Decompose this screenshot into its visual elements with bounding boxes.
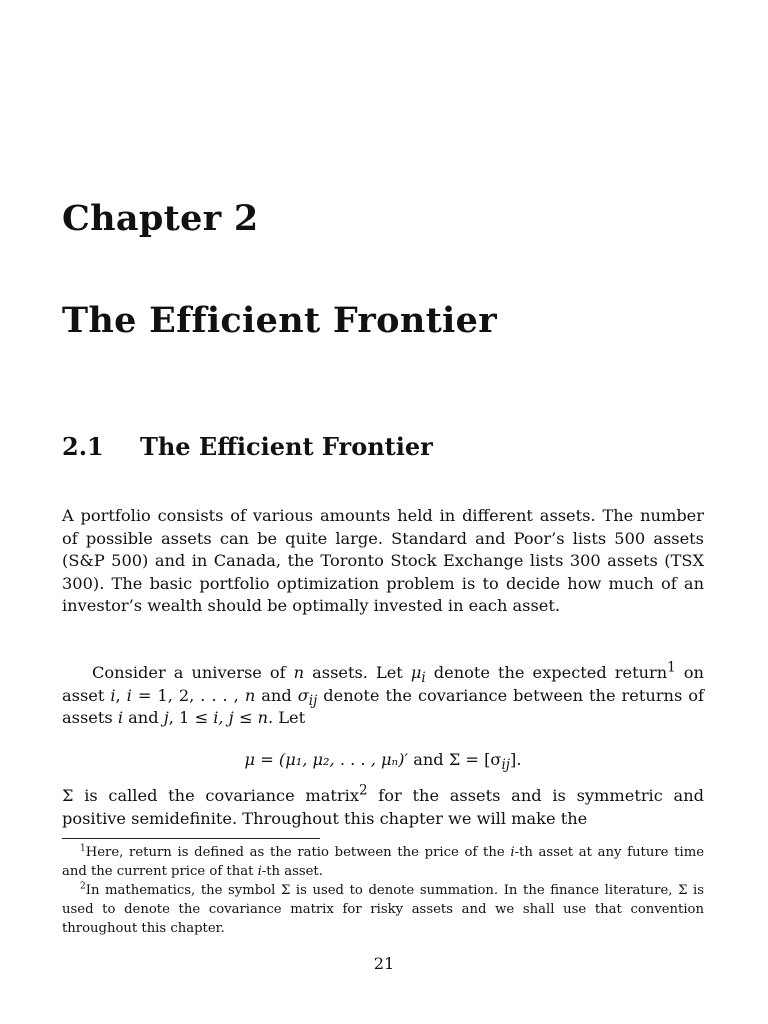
footnote-1 — [62, 843, 704, 881]
math-var: n — [244, 685, 256, 705]
footnote-ref-2[interactable]: 2 — [358, 782, 368, 799]
text-run: -th asset at any future time and the current price of that — [62, 845, 705, 879]
math-expression: (μ₁, μ₂, . . . , μₙ)′ — [278, 750, 409, 769]
math-var: i — [126, 685, 132, 705]
text-run: on asset — [62, 663, 704, 705]
text-run: = 1, 2, . . . , — [131, 685, 245, 705]
footnote-mark: 2 — [80, 881, 86, 892]
text-run: and — [408, 750, 449, 769]
math-var: σ — [297, 685, 309, 705]
math-var: n — [257, 708, 269, 727]
equation-mu-sigma — [62, 750, 704, 774]
math-var: i, j — [213, 708, 234, 727]
text-run: -th asset. — [261, 864, 323, 879]
text-run: assets. Let — [304, 663, 411, 682]
text-run: for the assets and is symmetric and positive semidefinite. Throughout this chapter we will make the — [62, 786, 704, 828]
section-heading — [62, 432, 433, 461]
math-var: μ — [410, 663, 422, 682]
text-run: and — [123, 708, 164, 727]
page-number: 21 — [373, 954, 395, 973]
math-subscript: ij — [501, 757, 510, 774]
text-run: In mathematics, the symbol Σ is used to denote summation. In the finance literature, Σ is used to denote the covariance matrix for risky assets and we shall use that convention throughout this chapter. — [62, 883, 704, 936]
paragraph-covariance — [62, 782, 704, 830]
footnote-2 — [62, 881, 704, 938]
math-subscript: i — [421, 670, 426, 687]
math-var: i — [117, 708, 123, 727]
math-expression: Σ = [σ — [448, 750, 502, 769]
footnote-divider — [62, 838, 320, 839]
text-run: ]. — [510, 750, 522, 769]
math-var: j — [163, 708, 169, 727]
text-run: , — [115, 685, 127, 705]
math-var: n — [293, 663, 305, 682]
text-run: denote the covariance between the returns of assets — [62, 685, 705, 727]
footnote-ref-1[interactable]: 1 — [667, 659, 676, 676]
text-run: , 1 ≤ — [168, 708, 214, 727]
text-run: Consider a universe of — [92, 663, 294, 682]
footnotes — [62, 843, 704, 938]
footnote-mark: 1 — [80, 843, 86, 854]
math-var: i — [257, 864, 262, 879]
text-run: Σ is called the covariance matrix — [62, 786, 359, 805]
math-var: μ — [244, 750, 256, 769]
section-number: 2.1 — [62, 432, 104, 461]
math-var: i — [110, 685, 116, 705]
chapter-label: Chapter 2 — [62, 198, 259, 239]
text-run: and — [255, 685, 298, 705]
math-subscript: ij — [308, 692, 318, 709]
text-run: denote the expected return — [425, 663, 668, 682]
chapter-title: The Efficient Frontier — [62, 300, 497, 341]
paragraph-universe — [62, 659, 705, 730]
text-run: . Let — [268, 708, 306, 727]
paragraph-intro: A portfolio consists of various amounts held in different assets. The number of possible assets can be quite large. Standard and Poor’s lists 500 assets (S&P 500) and in Canada, the Toronto Stock Exchange lists 300 assets (TSX 300). The basic portfolio optimization problem is to decide how much of an investor’s wealth should be optimally invested in each asset. — [62, 506, 704, 615]
math-var: i — [510, 845, 515, 860]
section-title: The Efficient Frontier — [140, 432, 433, 461]
text-run: Here, return is defined as the ratio between the price of the — [85, 845, 511, 860]
text-run: = — [255, 750, 279, 769]
text-run: ≤ — [233, 708, 258, 727]
